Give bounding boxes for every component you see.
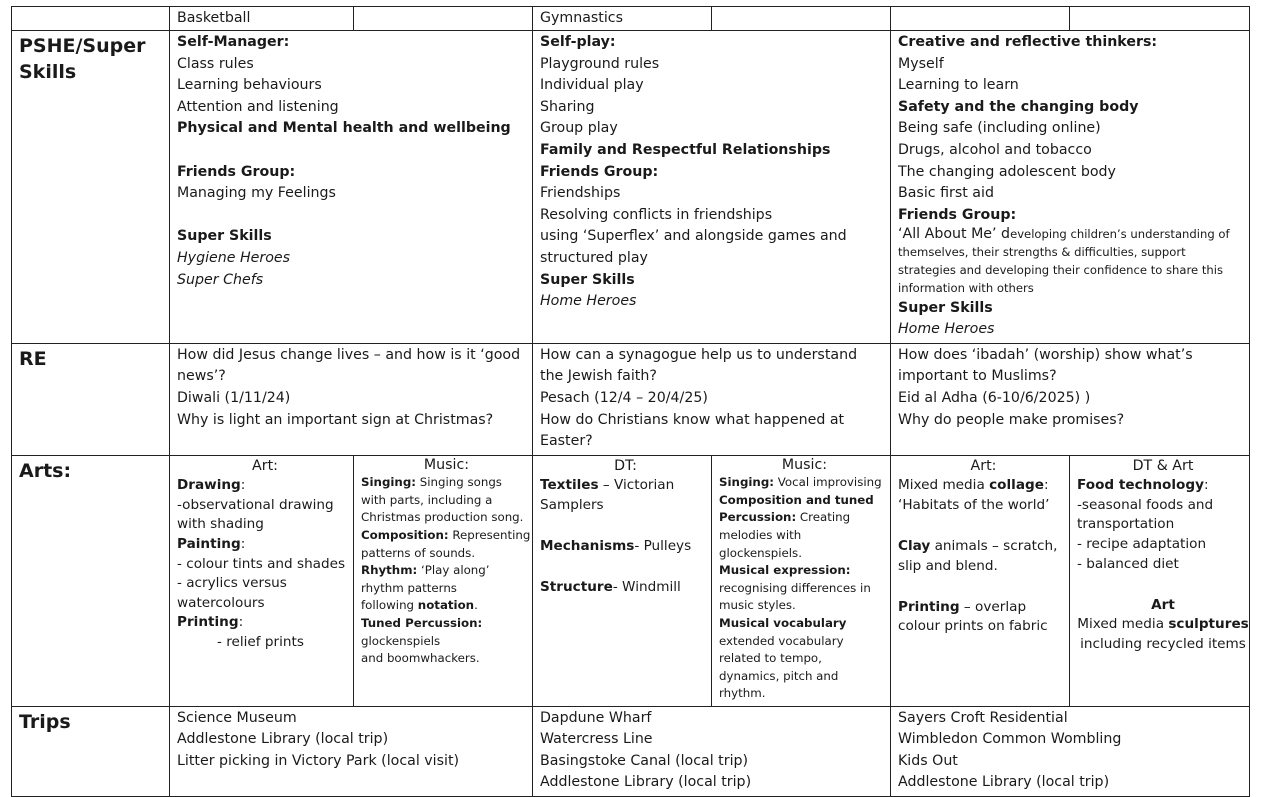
section-heading: Friends Group: — [177, 163, 296, 180]
pshe-row — [12, 31, 1250, 344]
all-about-me-block — [898, 226, 1249, 297]
all-about-me-lead: ‘All About Me’ d — [898, 226, 1011, 243]
pshe-term1 — [170, 31, 533, 344]
re-term2 — [533, 343, 891, 455]
list-item: Addlestone Library (local trip) — [177, 731, 389, 748]
section-heading: Super Skills — [177, 228, 272, 245]
arts-column-title: Art: — [970, 457, 997, 474]
keyword: Mechanisms — [540, 538, 635, 555]
spacer — [540, 515, 711, 537]
text: music styles. — [719, 598, 796, 613]
text: with shading — [177, 516, 264, 533]
list-item: Individual play — [540, 77, 644, 94]
list-item — [898, 617, 1069, 637]
list-item — [540, 476, 711, 496]
arts-sub-list — [1077, 615, 1249, 654]
re-row — [12, 343, 1250, 455]
arts-row — [12, 455, 1250, 706]
keyword: Drawing — [177, 477, 241, 494]
arts-art-term3 — [891, 455, 1070, 706]
list-item — [177, 633, 353, 653]
list-item: Dapdune Wharf — [540, 709, 652, 726]
list-item — [719, 509, 890, 527]
list-item: Resolving conflicts in friendships — [540, 206, 773, 223]
list-item: using ‘Superflex’ and alongside games and — [540, 228, 847, 245]
text: rhythm patterns — [361, 580, 457, 595]
list-item: Drugs, alcohol and tobacco — [898, 141, 1092, 158]
list-item — [361, 562, 532, 580]
row-label-pshe-line1: PSHE/Super — [19, 35, 146, 57]
arts-column-title: DT & Art — [1132, 457, 1194, 474]
pshe-term2 — [533, 31, 891, 344]
row-label-arts: Arts: — [12, 455, 170, 706]
list-item — [1077, 476, 1249, 496]
header-gymnastics: Gymnastics — [533, 7, 712, 31]
text: Samplers — [540, 496, 604, 513]
list-item: How do Christians know what happened at — [540, 411, 845, 428]
trips-term1 — [170, 706, 533, 796]
list-item: news’? — [177, 368, 226, 385]
list-item: Wimbledon Common Wombling — [898, 731, 1122, 748]
list-item — [361, 492, 532, 510]
list-item — [177, 476, 353, 496]
text: and boomwhackers. — [361, 651, 480, 666]
text: recognising differences in — [719, 580, 871, 595]
spacer — [1077, 574, 1249, 596]
list-item: Learning to learn — [898, 77, 1019, 94]
trips-row — [12, 706, 1250, 796]
text: Mixed media — [898, 477, 990, 494]
spacer — [177, 205, 532, 227]
text: Mixed media — [1077, 616, 1169, 633]
pshe-term3 — [891, 31, 1250, 344]
list-item — [719, 597, 890, 615]
header-blank-4 — [1070, 7, 1250, 31]
list-item — [361, 650, 532, 668]
list-item — [1077, 535, 1249, 555]
keyword: Printing — [898, 598, 960, 615]
re-term3 — [891, 343, 1250, 455]
arts-subtitle: Art — [1151, 596, 1175, 613]
list-item — [719, 650, 890, 668]
list-item — [719, 668, 890, 686]
row-label-trips: Trips — [12, 706, 170, 796]
list-item — [719, 545, 890, 563]
text: Creating — [796, 510, 851, 525]
text: -seasonal foods and — [1077, 496, 1214, 513]
text: -observational drawing — [177, 496, 334, 513]
keyword: Musical vocabulary — [719, 616, 847, 631]
list-item: Eid al Adha (6-10/6/2025) ) — [898, 389, 1091, 406]
list-item: Watercress Line — [540, 731, 653, 748]
list-item: Super Chefs — [177, 271, 264, 288]
list-item: How does ‘ibadah’ (worship) show what’s — [898, 346, 1193, 363]
list-item — [719, 615, 890, 633]
text: with parts, including a — [361, 492, 493, 507]
text: ‘Play along’ — [417, 563, 490, 578]
text: Singing songs — [416, 475, 502, 490]
list-item: Addlestone Library (local trip) — [540, 774, 752, 791]
text: patterns of sounds. — [361, 545, 476, 560]
spacer — [177, 140, 532, 162]
list-item: Science Museum — [177, 709, 297, 726]
list-item: Learning behaviours — [177, 77, 322, 94]
list-item — [177, 496, 353, 516]
arts-column-title: DT: — [614, 457, 637, 474]
list-item: Addlestone Library (local trip) — [898, 774, 1110, 791]
list-item — [719, 685, 890, 703]
curriculum-table — [11, 6, 1250, 797]
list-item — [540, 537, 711, 557]
section-heading: Creative and reflective thinkers: — [898, 34, 1158, 50]
list-item: Easter? — [540, 433, 593, 450]
keyword: Clay — [898, 538, 931, 555]
list-item — [177, 535, 353, 555]
list-item — [361, 474, 532, 492]
list-item — [1077, 515, 1249, 535]
text: transportation — [1077, 516, 1175, 533]
text: Representing — [448, 528, 531, 543]
text: including recycled items — [1080, 636, 1246, 653]
keyword: Percussion: — [719, 510, 797, 525]
list-item — [719, 474, 890, 492]
text: colour prints on fabric — [898, 618, 1048, 635]
list-item: Basingstoke Canal (local trip) — [540, 752, 749, 769]
arts-art-term1 — [170, 455, 354, 706]
section-heading: Safety and the changing body — [898, 98, 1139, 115]
list-item — [1077, 555, 1249, 575]
list-item — [898, 496, 1069, 516]
section-heading: Friends Group: — [540, 163, 659, 180]
list-item: Home Heroes — [540, 293, 637, 310]
text: - Pulleys — [634, 538, 692, 555]
list-item — [719, 527, 890, 545]
row-label-pshe-line2: Skills — [19, 61, 77, 83]
arts-column-title: Music: — [423, 456, 470, 473]
text: – Victorian — [598, 477, 675, 494]
keyword: Singing: — [361, 475, 416, 490]
list-item: the Jewish faith? — [540, 368, 657, 385]
text: Christmas production song. — [361, 510, 524, 525]
list-item — [719, 580, 890, 598]
keyword: Musical expression: — [719, 563, 851, 578]
keyword: Composition and tuned — [719, 492, 874, 507]
list-item — [361, 633, 532, 651]
text: . — [474, 598, 478, 613]
text: ‘Habitats of the world’ — [898, 496, 1050, 513]
list-item — [177, 515, 353, 535]
text: : — [1203, 477, 1209, 494]
text: watercolours — [177, 594, 265, 611]
list-item — [177, 555, 353, 575]
list-item: important to Muslims? — [898, 368, 1057, 385]
list-item — [898, 598, 1069, 618]
list-item: structured play — [540, 249, 648, 266]
list-item: Group play — [540, 120, 618, 137]
arts-music-term1 — [354, 455, 533, 706]
section-heading: Super Skills — [540, 271, 635, 288]
text: - Windmill — [612, 579, 681, 596]
text: Vocal improvising — [774, 475, 882, 490]
all-about-me-desc: eveloping children’s understanding of themselves, their strengths & difficulties, support strategies and developing their confidence to share this information with others — [898, 227, 1230, 295]
list-item: Class rules — [177, 55, 254, 72]
arts-dt-term2 — [533, 455, 712, 706]
list-item: Sayers Croft Residential — [898, 709, 1068, 726]
keyword: Painting — [177, 536, 241, 553]
list-item: Playground rules — [540, 55, 660, 72]
trips-term2 — [533, 706, 891, 796]
list-item — [898, 537, 1069, 557]
text: - acrylics versus — [177, 575, 287, 592]
list-item — [361, 545, 532, 563]
keyword: Food technology — [1077, 477, 1204, 494]
text: : — [238, 614, 244, 631]
list-item — [719, 492, 890, 510]
text: slip and blend. — [898, 557, 998, 574]
keyword: Tuned Percussion: — [361, 616, 483, 631]
header-blank-1 — [354, 7, 533, 31]
spacer — [540, 557, 711, 579]
text: : — [240, 477, 246, 494]
list-item — [540, 496, 711, 516]
list-item: Pesach (12/4 – 20/4/25) — [540, 389, 708, 406]
keyword: sculptures — [1168, 616, 1249, 633]
text: rhythm. — [719, 686, 766, 701]
header-row — [12, 7, 1250, 31]
list-item: Friendships — [540, 185, 621, 202]
keyword: Structure — [540, 579, 613, 596]
list-item: Home Heroes — [898, 321, 995, 338]
list-item: Sharing — [540, 98, 595, 115]
text: animals – scratch, — [930, 538, 1058, 555]
list-item — [898, 557, 1069, 577]
list-item — [177, 574, 353, 594]
text: dynamics, pitch and — [719, 668, 839, 683]
header-blank-3 — [891, 7, 1070, 31]
keyword: Composition: — [361, 528, 449, 543]
text: - colour tints and shades — [177, 555, 346, 572]
text: glockenspiels — [361, 633, 441, 648]
list-item — [898, 476, 1069, 496]
text: - recipe adaptation — [1077, 536, 1207, 553]
list-item: Why is light an important sign at Christmas? — [177, 411, 494, 428]
list-item — [1077, 496, 1249, 516]
list-item: How can a synagogue help us to understand — [540, 346, 858, 363]
section-heading: Self-play: — [540, 34, 616, 50]
text: – overlap — [959, 598, 1027, 615]
header-corner — [12, 7, 170, 31]
list-item — [719, 562, 890, 580]
section-heading: Super Skills — [898, 299, 993, 316]
list-item — [1077, 635, 1249, 655]
list-item: Kids Out — [898, 752, 958, 769]
keyword: Textiles — [540, 477, 599, 494]
list-item — [1077, 615, 1249, 635]
spacer — [898, 576, 1069, 598]
list-item — [361, 597, 532, 615]
list-item — [361, 509, 532, 527]
row-label-pshe — [12, 31, 170, 344]
text: melodies with — [719, 528, 802, 543]
header-blank-2 — [712, 7, 891, 31]
pshe-term3-list — [898, 32, 1249, 226]
header-basketball: Basketball — [170, 7, 354, 31]
text: - balanced diet — [1077, 555, 1179, 572]
spacer — [898, 515, 1069, 537]
list-item: Being safe (including online) — [898, 120, 1101, 137]
text: glockenspiels. — [719, 545, 802, 560]
list-item — [361, 580, 532, 598]
list-item — [361, 527, 532, 545]
arts-column-title: Music: — [781, 456, 828, 473]
list-item — [540, 578, 711, 598]
text: : — [1043, 477, 1049, 494]
arts-music-term2 — [712, 455, 891, 706]
list-item: Why do people make promises? — [898, 411, 1125, 428]
arts-column-title: Art: — [252, 457, 278, 474]
section-heading: Family and Respectful Relationships — [540, 141, 831, 158]
text: related to tempo, — [719, 651, 822, 666]
text: following — [361, 598, 418, 613]
text: : — [240, 536, 246, 553]
list-item: Attention and listening — [177, 98, 339, 115]
keyword: Printing — [177, 614, 239, 631]
pshe-term3-tail — [898, 298, 1249, 341]
list-item: Managing my Feelings — [177, 185, 336, 202]
trips-term3 — [891, 706, 1250, 796]
keyword: notation — [417, 598, 475, 613]
list-item: Myself — [898, 55, 944, 72]
arts-dt-art-term3 — [1070, 455, 1250, 706]
row-label-re: RE — [12, 343, 170, 455]
list-item — [719, 633, 890, 651]
section-heading: Friends Group: — [898, 206, 1017, 223]
list-item: Litter picking in Victory Park (local visit) — [177, 752, 460, 769]
list-item: Basic first aid — [898, 185, 994, 202]
text: - relief prints — [217, 634, 304, 651]
list-item — [361, 615, 532, 633]
list-item: How did Jesus change lives – and how is it ‘good — [177, 346, 521, 363]
keyword: Rhythm: — [361, 563, 418, 578]
keyword: collage — [989, 477, 1044, 494]
list-item: Hygiene Heroes — [177, 249, 291, 266]
re-term1 — [170, 343, 533, 455]
list-item — [177, 594, 353, 614]
keyword: Singing: — [719, 475, 774, 490]
list-item: Diwali (1/11/24) — [177, 389, 291, 406]
section-heading: Self-Manager: — [177, 34, 290, 50]
text: extended vocabulary — [719, 633, 844, 648]
list-item — [177, 613, 353, 633]
section-heading: Physical and Mental health and wellbeing — [177, 120, 511, 137]
list-item: The changing adolescent body — [898, 163, 1116, 180]
